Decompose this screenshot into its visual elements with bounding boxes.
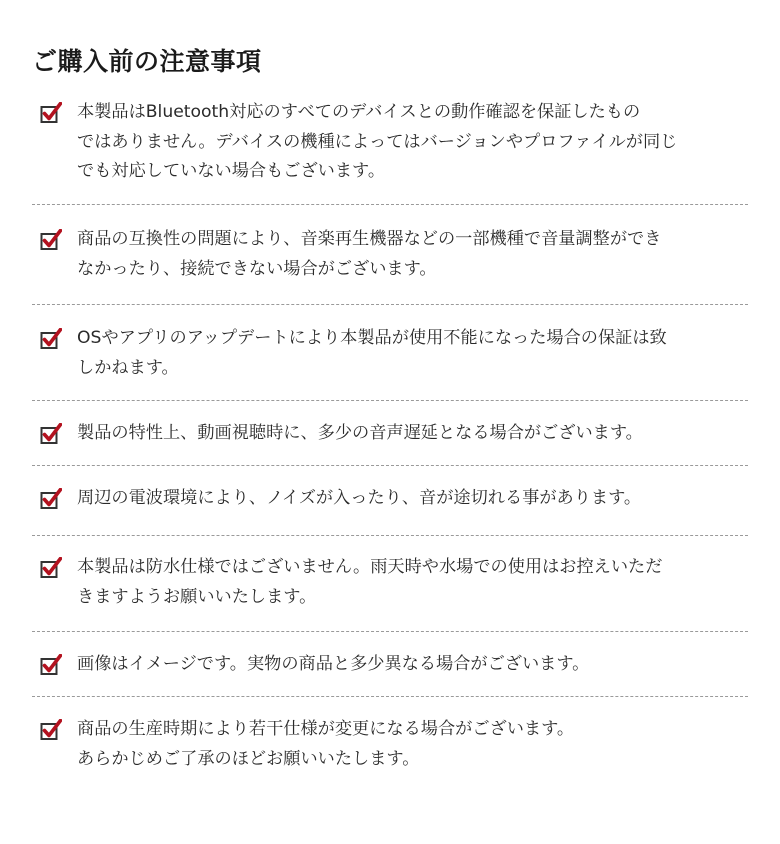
notice-text: [77, 98, 742, 187]
page-title: ご購入前の注意事項: [32, 47, 262, 76]
divider: [32, 204, 748, 205]
notice-line: OSやアプリのアップデートにより本製品が使用不能になった場合の保証は致: [77, 328, 667, 348]
notice-line: 本製品はBluetooth対応のすべてのデバイスとの動作確認を保証したもの: [77, 102, 641, 122]
notice-line: 商品の互換性の問題により、音楽再生機器などの一部機種で音量調整ができ: [77, 229, 662, 249]
notice-text: [77, 225, 742, 284]
divider: [32, 535, 748, 536]
notice-text: [77, 324, 742, 383]
checked-box-icon: [40, 328, 62, 350]
notice-line: きますようお願いいたします。: [77, 586, 317, 607]
divider: [32, 631, 748, 632]
checked-box-icon: [40, 719, 62, 741]
notice-line: ではありません。デバイスの機種によってはバージョンやプロファイルが同じ: [77, 131, 678, 152]
checked-box-icon: [40, 488, 62, 510]
notice-text: [77, 650, 742, 680]
notice-text: [77, 484, 742, 514]
divider: [32, 465, 748, 466]
divider: [32, 304, 748, 305]
checked-box-icon: [40, 557, 62, 579]
checked-box-icon: [40, 423, 62, 445]
notice-line: 画像はイメージです。実物の商品と多少異なる場合がございます。: [77, 654, 590, 674]
notice-line: 商品の生産時期により若干仕様が変更になる場合がございます。: [77, 719, 575, 739]
notice-line: しかねます。: [77, 357, 179, 378]
notice-line: あらかじめご了承のほどお願いいたします。: [77, 748, 420, 769]
checked-box-icon: [40, 102, 62, 124]
notice-line: 製品の特性上、動画視聴時に、多少の音声遅延となる場合がございます。: [77, 423, 643, 443]
divider: [32, 696, 748, 697]
notice-line: 周辺の電波環境により、ノイズが入ったり、音が途切れる事があります。: [77, 488, 642, 508]
checked-box-icon: [40, 229, 62, 251]
notice-line: でも対応していない場合もございます。: [77, 161, 386, 181]
notice-line: 本製品は防水仕様ではございません。雨天時や水場での使用はお控えいただ: [77, 557, 663, 577]
notice-text: [77, 553, 742, 612]
notice-line: なかったり、接続できない場合がございます。: [77, 258, 437, 279]
checked-box-icon: [40, 654, 62, 676]
notice-text: [77, 419, 742, 449]
divider: [32, 400, 748, 401]
notice-text: [77, 715, 742, 774]
